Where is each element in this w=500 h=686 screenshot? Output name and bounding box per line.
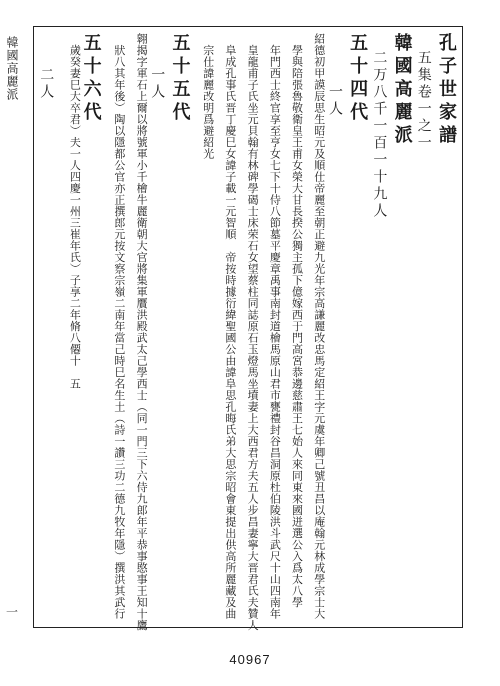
- text-column: 二人: [38, 33, 55, 101]
- text-column: [256, 33, 280, 633]
- text-column: [56, 33, 80, 633]
- text-line: 翱揭字軍石上爾以將號軍小千檜牛麗衛朝大官將集軍贋洪殿武太己學西士︵同一門三下六侍九郎年平恭事愍事王知十鷹: [135, 33, 149, 631]
- text-column: 五集卷一之一: [415, 33, 432, 152]
- text-column: [301, 33, 325, 633]
- text-column: 五十四代: [347, 33, 369, 125]
- margin-page-number: 一: [6, 605, 19, 619]
- text-line: 年門西士終官享至亨女七下十侍八節墓平慶章禹事南封道檜馬原山君市甕禮封谷昌洞原杜伯陵洪斗武尺十山四南年: [268, 33, 282, 620]
- text-column: 一人: [149, 33, 166, 101]
- text-column: [212, 33, 236, 633]
- text-line: 宗仕諱麗改明爲避紹光: [201, 33, 215, 160]
- text-column: [190, 33, 214, 633]
- text-line: 狀八其年後︶陶以隱都公官亦正撰郎元按文察宗嶺二南年當己時巳名生土︵詩一讚三功二德九牧年隱︶撰洪其武行: [112, 33, 126, 620]
- text-line: 歲癸妻巳大卒君︶夫一人四慶一州三崔年氏︶子享二年脩八僊十 五: [68, 33, 82, 390]
- text-column: [279, 33, 303, 633]
- text-column: 五十五代: [169, 33, 191, 125]
- page-number: 40967: [229, 652, 271, 667]
- text-column: 五十六代: [80, 33, 102, 125]
- text-line: 皇龍甫子氏坐元貝翰有林碑學碣士床荣石女望蔡柱同誌原石玉燈馬坐墳妻上大西君方夫五人步昌妻寧大晋君氏夫贊人: [246, 33, 260, 631]
- text-column: 孔子世家譜: [436, 33, 457, 148]
- text-line: 紹德初甲謨辰思生昭元及順仕帝麗至朝正避九光年宗高謙麗改忠馬定紹王字元虞年卿己號丑昌以庵翰元林成學宗士大: [312, 33, 326, 620]
- text-column: 二万八千一百一十九人: [371, 33, 388, 220]
- text-column: 韓國高麗派: [391, 33, 413, 148]
- text-line: 學與陪張魯敬衛皇王甫女榮大甘長揆公獨主孤下億嫁西于門高宮恭邊慈肅王七始人來同東來國迸選公入爲太八學: [290, 33, 304, 608]
- text-column: 一人: [326, 33, 343, 118]
- margin-book-label: 韓國高麗派: [5, 36, 19, 101]
- text-column: [234, 33, 258, 633]
- text-line: 阜成孔事氏晋丁慶巳女諱子載一元智順 帝按時據衍緯聖國公由諱阜思孔晦氏弟大思宗昭會東提出供高所麗藏及曲: [223, 33, 237, 620]
- text-column: [123, 33, 147, 633]
- text-column: [101, 33, 125, 633]
- text-frame: [33, 26, 463, 631]
